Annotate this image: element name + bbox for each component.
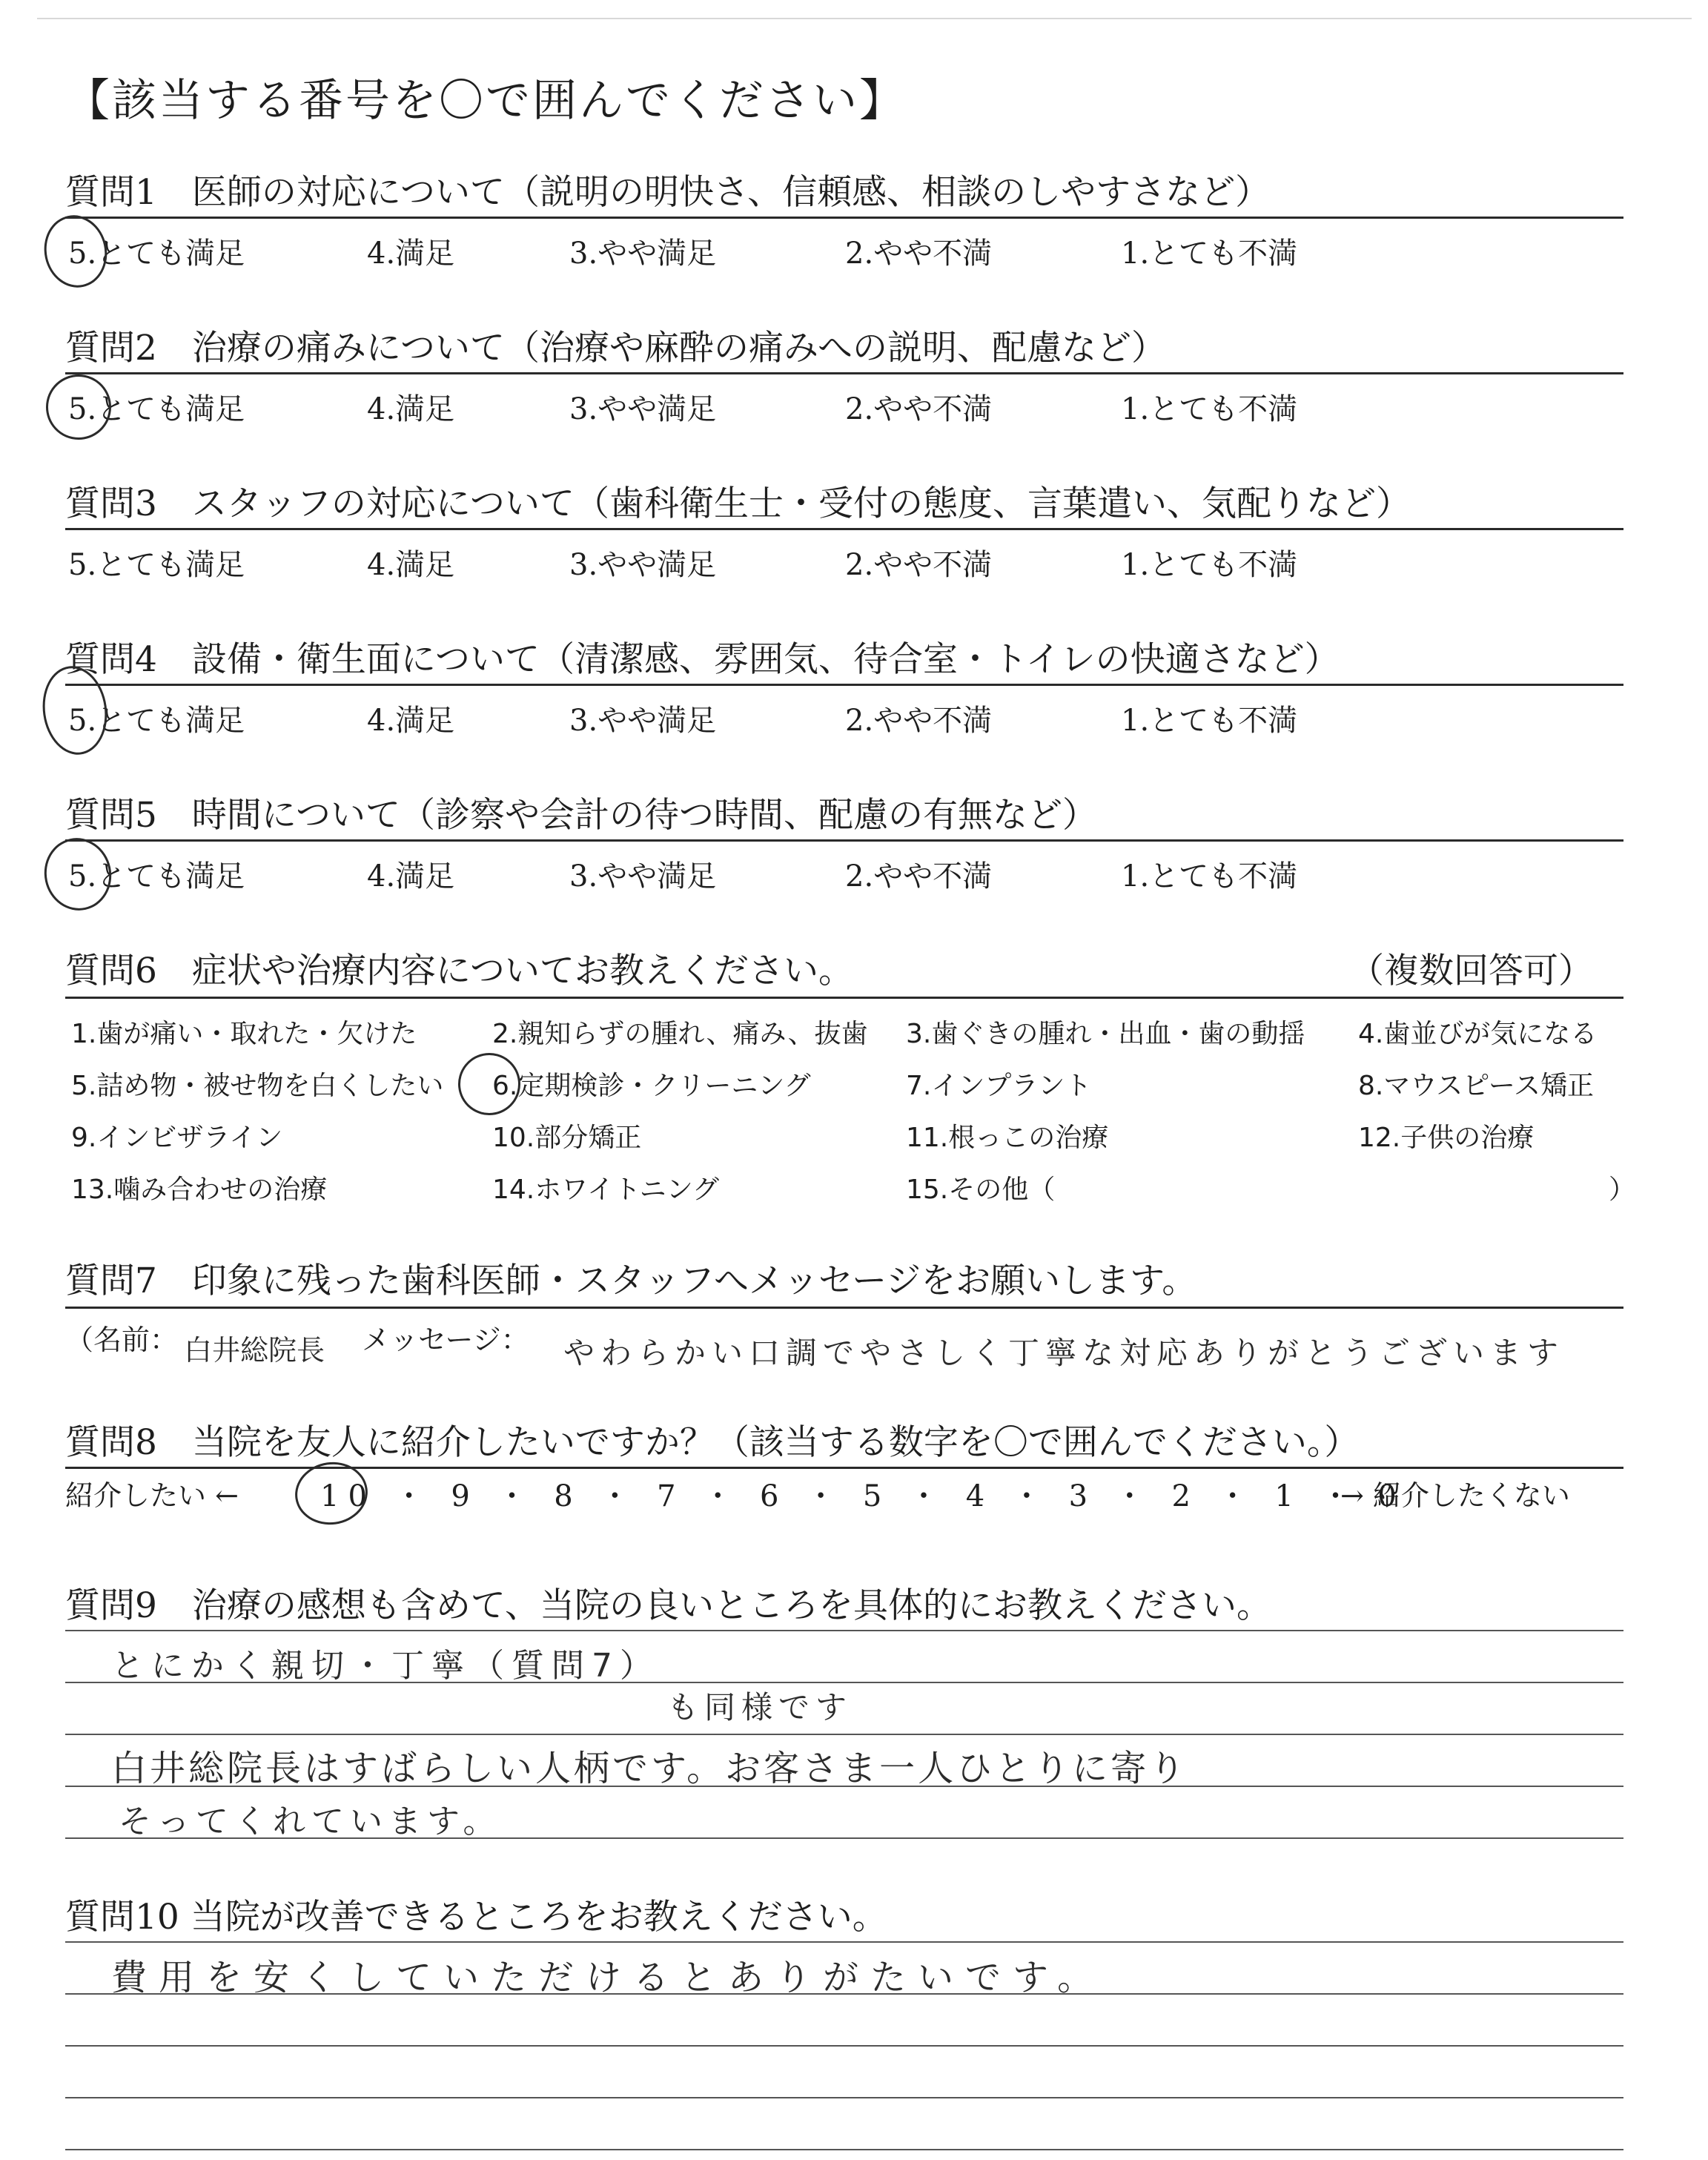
q6-item-13[interactable]: 13.噛み合わせの治療 [71,1175,328,1205]
q5-option-4[interactable]: 4.満足 [367,859,455,894]
q1-option-4[interactable]: 4.満足 [367,237,455,271]
q9-answer-line-4[interactable]: そってくれています。 [119,1803,502,1840]
q6-answer-circle [455,1050,523,1118]
q4-option-1[interactable]: 1.とても不満 [1121,704,1298,738]
q10-rule-1 [65,1941,1623,1943]
q6-item-1[interactable]: 1.歯が痛い・取れた・欠けた [71,1019,417,1049]
q10-title: 質問10 当院が改善できるところをお教えください。 [65,1897,887,1938]
q10-rule-4 [65,2097,1623,2098]
q1-answer-circle [38,209,114,293]
q4-option-2[interactable]: 2.やや不満 [845,704,993,738]
q2-title: 質問2 治療の痛みについて（治療や麻酔の痛みへの説明、配慮など） [65,328,1167,369]
q5-option-5[interactable]: 5.とても満足 [68,859,245,894]
q6-item-15[interactable]: 15.その他（ [906,1175,1056,1205]
q2-answer-circle [41,369,116,445]
q2-rule [65,372,1623,374]
q7-name-label: （名前： [65,1324,179,1356]
q8-right-label: → 紹介したくない [1340,1479,1570,1512]
q6-rule [65,997,1623,999]
q1-title: 質問1 医師の対応について（説明の明快さ、信頼感、相談のしやすさなど） [65,172,1271,213]
q7-message-label: メッセージ： [362,1324,529,1356]
q6-note: （複数回答可） [1349,951,1593,991]
q10-answer[interactable]: 費用を安くしていただけるとありがたいです。 [111,1957,1105,1998]
q7-rule [65,1307,1623,1309]
page-top-border [37,18,1692,19]
q8-left-label: 紹介したい ← [65,1479,239,1512]
q2-option-5[interactable]: 5.とても満足 [68,392,245,426]
q3-option-3[interactable]: 3.やや満足 [569,548,717,582]
q7-message-value[interactable]: やわらかい口調でやさしく丁寧な対応ありがとうございます [563,1335,1565,1371]
q6-item-7[interactable]: 7.インプラント [906,1071,1092,1101]
q6-item-6[interactable]: 6.定期検診・クリーニング [492,1071,811,1101]
q3-option-4[interactable]: 4.満足 [367,548,455,582]
q1-option-1[interactable]: 1.とても不満 [1121,237,1298,271]
q6-item-15-close: ） [1609,1175,1636,1205]
q6-item-2[interactable]: 2.親知らずの腫れ、痛み、抜歯 [492,1019,868,1049]
q10-rule-3 [65,2045,1623,2047]
q3-option-1[interactable]: 1.とても不満 [1121,548,1298,582]
q5-option-3[interactable]: 3.やや満足 [569,859,717,894]
q9-rule-1 [65,1630,1623,1631]
q2-option-2[interactable]: 2.やや不満 [845,392,993,426]
q2-option-1[interactable]: 1.とても不満 [1121,392,1298,426]
q6-item-14[interactable]: 14.ホワイトニング [492,1175,720,1205]
q4-rule [65,684,1623,686]
q4-title: 質問4 設備・衛生面について（清潔感、雰囲気、待合室・トイレの快適さなど） [65,639,1340,680]
q1-rule [65,217,1623,219]
q8-rule [65,1467,1623,1469]
q4-option-5[interactable]: 5.とても満足 [68,704,245,738]
q6-item-12[interactable]: 12.子供の治療 [1358,1123,1535,1153]
q2-option-4[interactable]: 4.満足 [367,392,455,426]
q5-option-1[interactable]: 1.とても不満 [1121,859,1298,894]
q9-answer-line-3[interactable]: 白井総院長はすばらしい人柄です。お客さま一人ひとりに寄り [111,1748,1188,1789]
q6-item-4[interactable]: 4.歯並びが気になる [1358,1019,1598,1049]
q3-rule [65,528,1623,530]
q7-title: 質問7 印象に残った歯科医師・スタッフへメッセージをお願いします。 [65,1261,1197,1301]
q4-option-3[interactable]: 3.やや満足 [569,704,717,738]
q6-item-8[interactable]: 8.マウスピース矯正 [1358,1071,1595,1101]
q6-item-10[interactable]: 10.部分矯正 [492,1123,642,1153]
q10-rule-5 [65,2149,1623,2150]
q4-option-4[interactable]: 4.満足 [367,704,455,738]
q5-option-2[interactable]: 2.やや不満 [845,859,993,894]
q7-name-value[interactable]: 白井総院長 [184,1334,325,1367]
q1-option-2[interactable]: 2.やや不満 [845,237,993,271]
q9-rule-3 [65,1734,1623,1735]
q9-title: 質問9 治療の感想も含めて、当院の良いところを具体的にお教えください。 [65,1585,1271,1626]
q9-answer-line-2[interactable]: も同様です [667,1689,853,1725]
q6-title: 質問6 症状や治療内容についてお教えください。 [65,951,853,991]
q6-item-5[interactable]: 5.詰め物・被せ物を白くしたい [71,1071,444,1101]
q6-item-3[interactable]: 3.歯ぐきの腫れ・出血・歯の動揺 [906,1019,1305,1049]
q3-option-2[interactable]: 2.やや不満 [845,548,993,582]
q8-scale[interactable]: 10 ・ 9 ・ 8 ・ 7 ・ 6 ・ 5 ・ 4 ・ 3 ・ 2 ・ 1 ・ 0 [320,1479,1406,1513]
q5-answer-circle [38,832,118,917]
q3-title: 質問3 スタッフの対応について（歯科衛生士・受付の態度、言葉遣い、気配りなど） [65,483,1411,524]
q9-answer-line-1[interactable]: とにかく親切・丁寧（質問7） [111,1647,660,1685]
q3-option-5[interactable]: 5.とても満足 [68,548,245,582]
q1-option-3[interactable]: 3.やや満足 [569,237,717,271]
q5-rule [65,839,1623,842]
q2-option-3[interactable]: 3.やや満足 [569,392,717,426]
q6-item-9[interactable]: 9.インビザライン [71,1123,283,1153]
q6-item-11[interactable]: 11.根っこの治療 [906,1123,1109,1153]
page-heading: 【該当する番号を〇で囲んでください】 [65,75,906,127]
q5-title: 質問5 時間について（診察や会計の待つ時間、配慮の有無など） [65,795,1097,836]
q1-option-5[interactable]: 5.とても満足 [68,237,245,271]
q8-title: 質問8 当院を友人に紹介したいですか？（該当する数字を〇で囲んでください。） [65,1422,1360,1463]
